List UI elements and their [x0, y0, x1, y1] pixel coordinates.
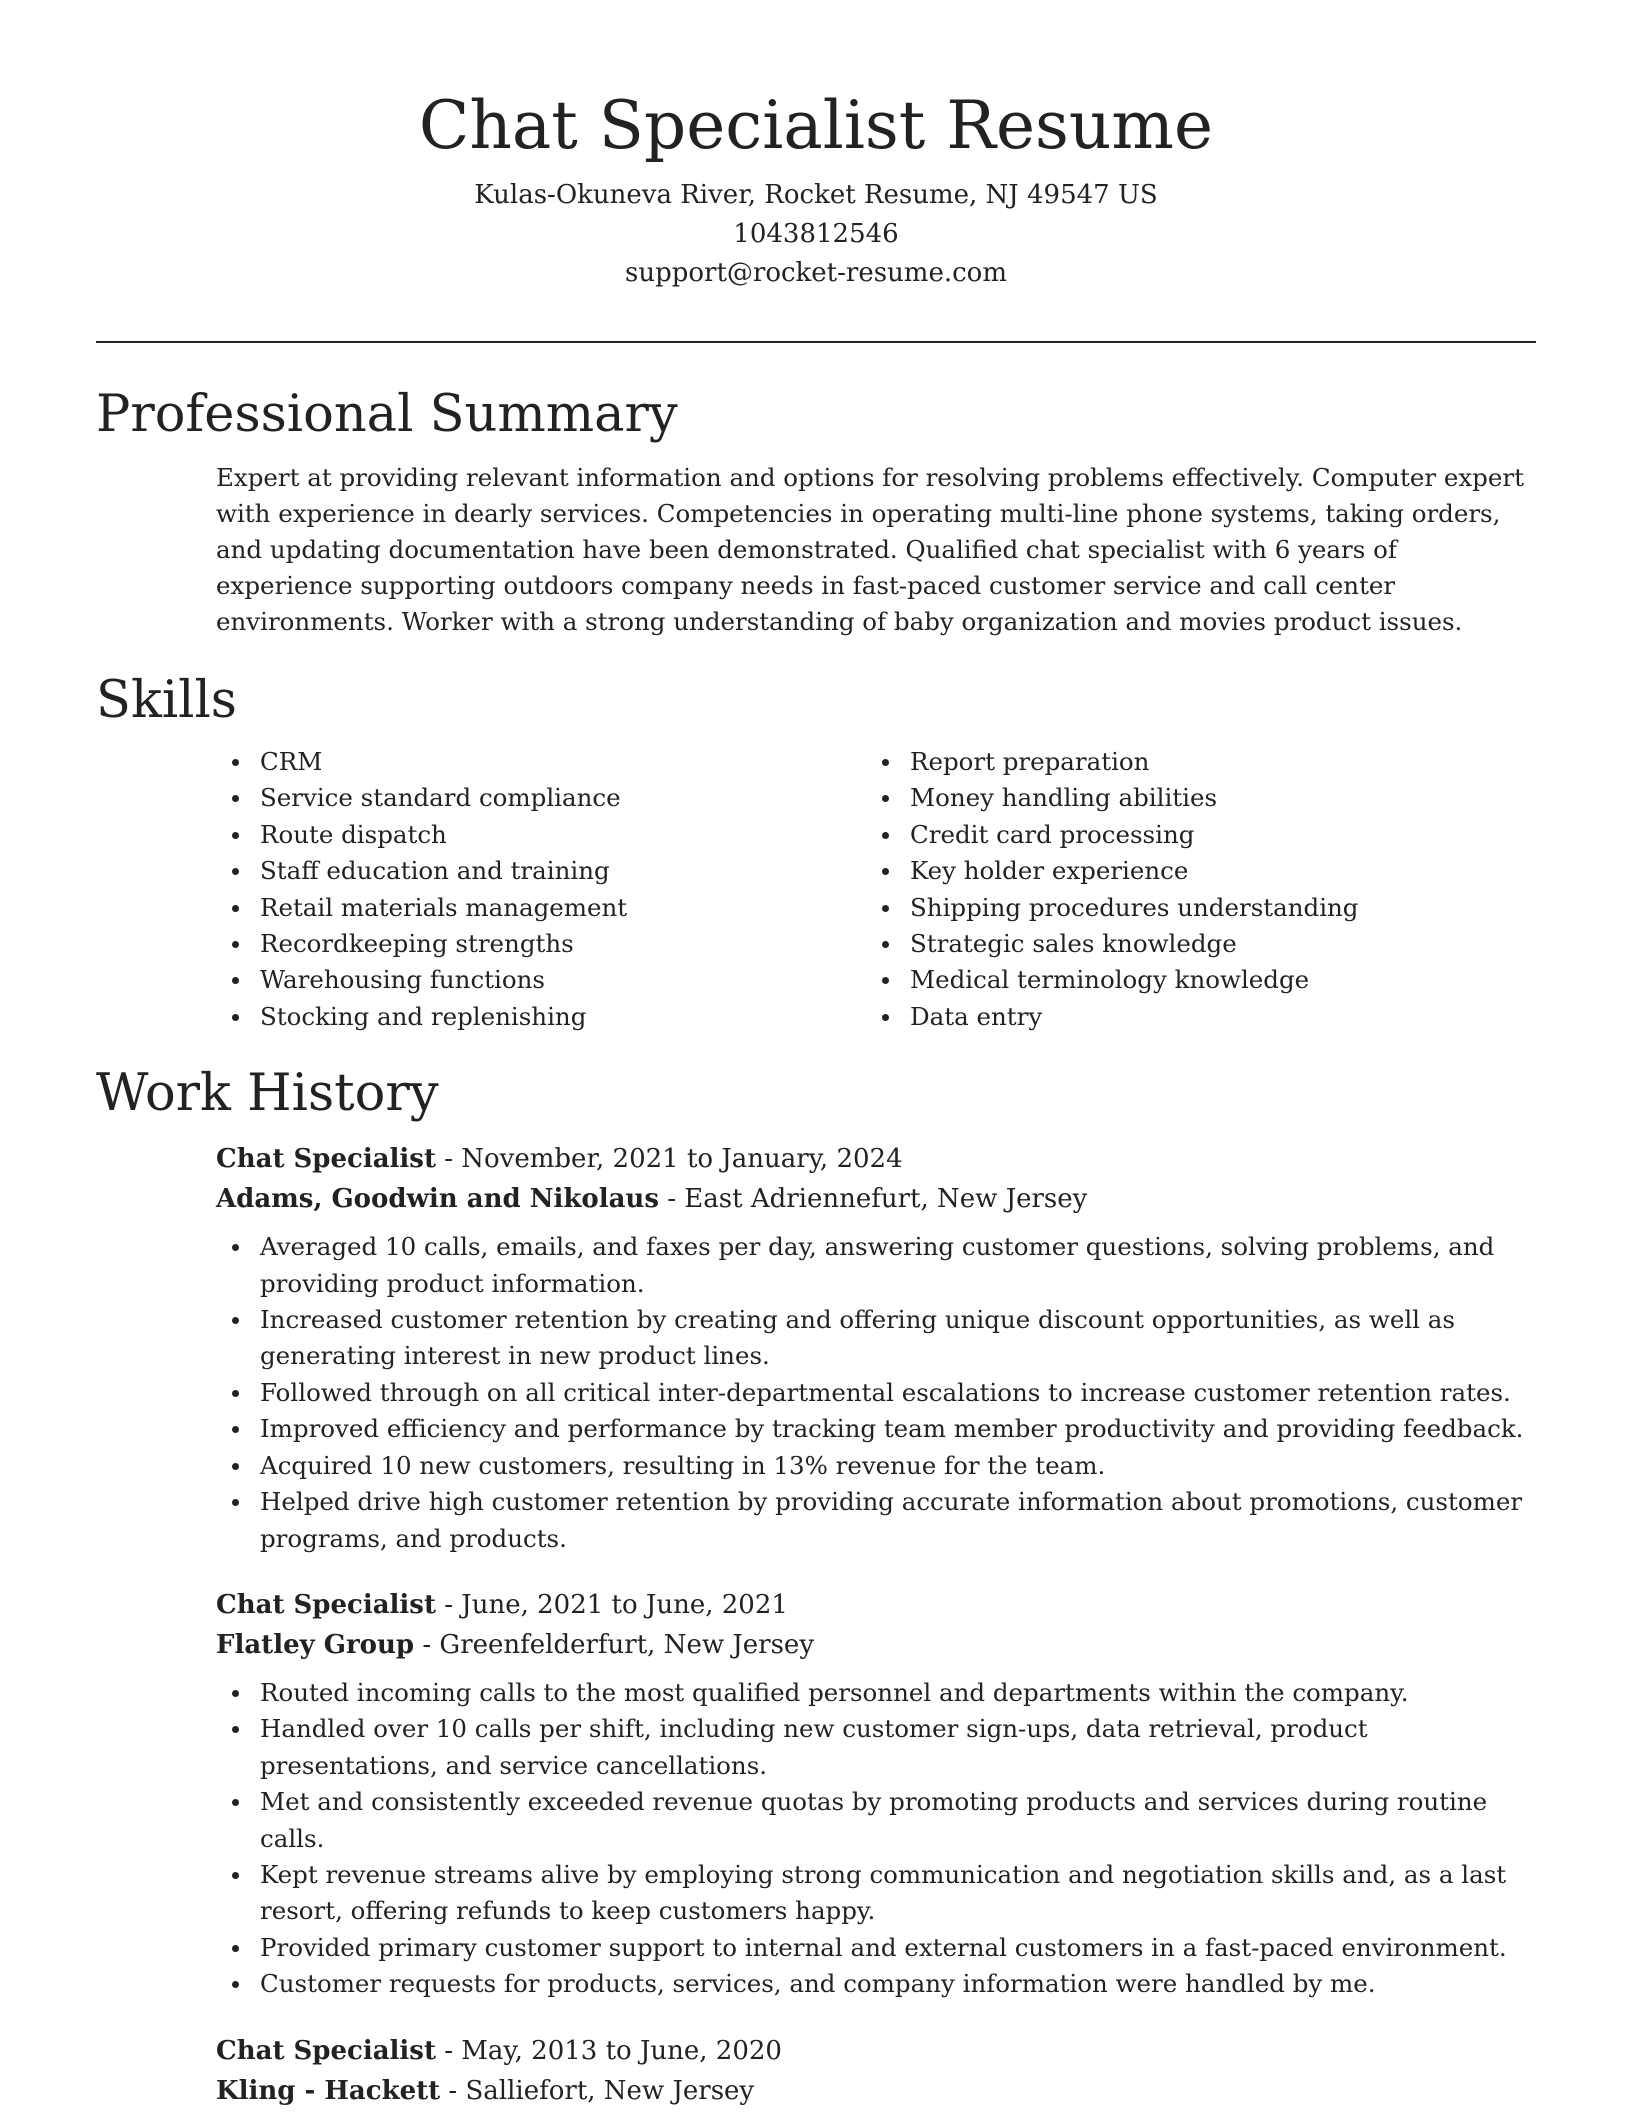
job-location: - Salliefort, New Jersey [440, 2075, 755, 2106]
header-divider [96, 341, 1536, 343]
job-entry [216, 2031, 1536, 2111]
resume-title: Chat Specialist Resume [418, 87, 1214, 164]
skills-section [96, 666, 1536, 1035]
job-company: Kling - Hackett [216, 2075, 441, 2106]
job-title-line [216, 1139, 1536, 1179]
work-history-heading: Work History [96, 1064, 439, 1124]
resume-body [96, 380, 1536, 2112]
skills-column-right [866, 744, 1516, 1035]
skill-item: Data entry [866, 999, 1516, 1035]
skills-columns [216, 744, 1536, 1035]
skill-item: Medical terminology knowledge [866, 962, 1516, 998]
job-duty: Averaged 10 calls, emails, and faxes per day, answering customer questions, solving problems, and providing product information. [216, 1229, 1536, 1302]
skill-item: Stocking and replenishing [216, 999, 866, 1035]
job-company-line [216, 2071, 1536, 2111]
job-duty: Provided primary customer support to internal and external customers in a fast-paced environment. [216, 1930, 1536, 1966]
job-role: Chat Specialist [216, 1589, 436, 1620]
job-company-line [216, 1625, 1536, 1665]
skill-item: Strategic sales knowledge [866, 926, 1516, 962]
job-duty: Helped drive high customer retention by providing accurate information about promotions, customer programs, and products. [216, 1484, 1536, 1557]
skill-item: Recordkeeping strengths [216, 926, 866, 962]
job-dates: - June, 2021 to June, 2021 [435, 1589, 788, 1620]
job-title-line [216, 2031, 1536, 2071]
job-duty: Acquired 10 new customers, resulting in 13% revenue for the team. [216, 1448, 1536, 1484]
job-entry [216, 1139, 1536, 1557]
job-duties [216, 1229, 1536, 1557]
job-company-line [216, 1179, 1536, 1219]
summary-text: Expert at providing relevant information and options for resolving problems effectively. Computer expert with experience in dearly services. Competencies in operating multi-line phone systems, taking orders, and updating documentation have been demonstrated. Qualified chat specialist with 6 years of experience supporting outdoors company needs in fast-paced customer service and call center environments. Worker with a strong understanding of baby organization and movies product issues. [216, 463, 1524, 636]
contact-phone: 1043812546 [733, 219, 899, 249]
job-duty: Followed through on all critical inter-departmental escalations to increase customer retention rates. [216, 1375, 1536, 1411]
job-duty: Customer requests for products, services, and company information were handled by me. [216, 1966, 1536, 2002]
skill-item: Money handling abilities [866, 780, 1516, 816]
work-history-section [96, 1059, 1536, 2110]
job-title-line [216, 1585, 1536, 1625]
job-duty: Improved efficiency and performance by tracking team member productivity and providing feedback. [216, 1411, 1536, 1447]
job-location: - Greenfelderfurt, New Jersey [414, 1629, 815, 1660]
summary-section [96, 380, 1536, 640]
skill-item: Warehousing functions [216, 962, 866, 998]
job-company: Flatley Group [216, 1629, 415, 1660]
skill-item: Report preparation [866, 744, 1516, 780]
job-role: Chat Specialist [216, 2035, 436, 2066]
skill-item: CRM [216, 744, 866, 780]
job-dates: - November, 2021 to January, 2024 [435, 1144, 903, 1175]
resume-header [0, 0, 1632, 293]
skill-item: Service standard compliance [216, 780, 866, 816]
skill-item: Staff education and training [216, 853, 866, 889]
job-duty: Met and consistently exceeded revenue quotas by promoting products and services during routine calls. [216, 1784, 1536, 1857]
summary-heading: Professional Summary [96, 385, 678, 444]
skills-column-left [216, 744, 866, 1035]
job-duties [216, 1675, 1536, 2003]
job-company: Adams, Goodwin and Nikolaus [216, 1184, 659, 1215]
skill-item: Route dispatch [216, 817, 866, 853]
skill-item: Retail materials management [216, 890, 866, 926]
contact-address: Kulas-Okuneva River, Rocket Resume, NJ 49547 US [474, 180, 1158, 210]
skill-item: Shipping procedures understanding [866, 890, 1516, 926]
job-duty: Routed incoming calls to the most qualified personnel and departments within the company. [216, 1675, 1536, 1711]
job-entry [216, 1585, 1536, 2003]
job-location: - East Adriennefurt, New Jersey [658, 1184, 1088, 1215]
job-role: Chat Specialist [216, 1144, 436, 1175]
work-history-list [216, 1139, 1536, 2110]
skills-heading: Skills [96, 671, 237, 730]
skill-item: Credit card processing [866, 817, 1516, 853]
contact-email: support@rocket-resume.com [624, 258, 1007, 288]
contact-info [0, 176, 1632, 293]
job-dates: - May, 2013 to June, 2020 [435, 2035, 782, 2066]
job-duty: Kept revenue streams alive by employing strong communication and negotiation skills and, as a last resort, offering refunds to keep customers happy. [216, 1857, 1536, 1930]
job-duty: Handled over 10 calls per shift, including new customer sign-ups, data retrieval, product presentations, and service cancellations. [216, 1711, 1536, 1784]
skill-item: Key holder experience [866, 853, 1516, 889]
job-duty: Increased customer retention by creating and offering unique discount opportunities, as well as generating interest in new product lines. [216, 1302, 1536, 1375]
